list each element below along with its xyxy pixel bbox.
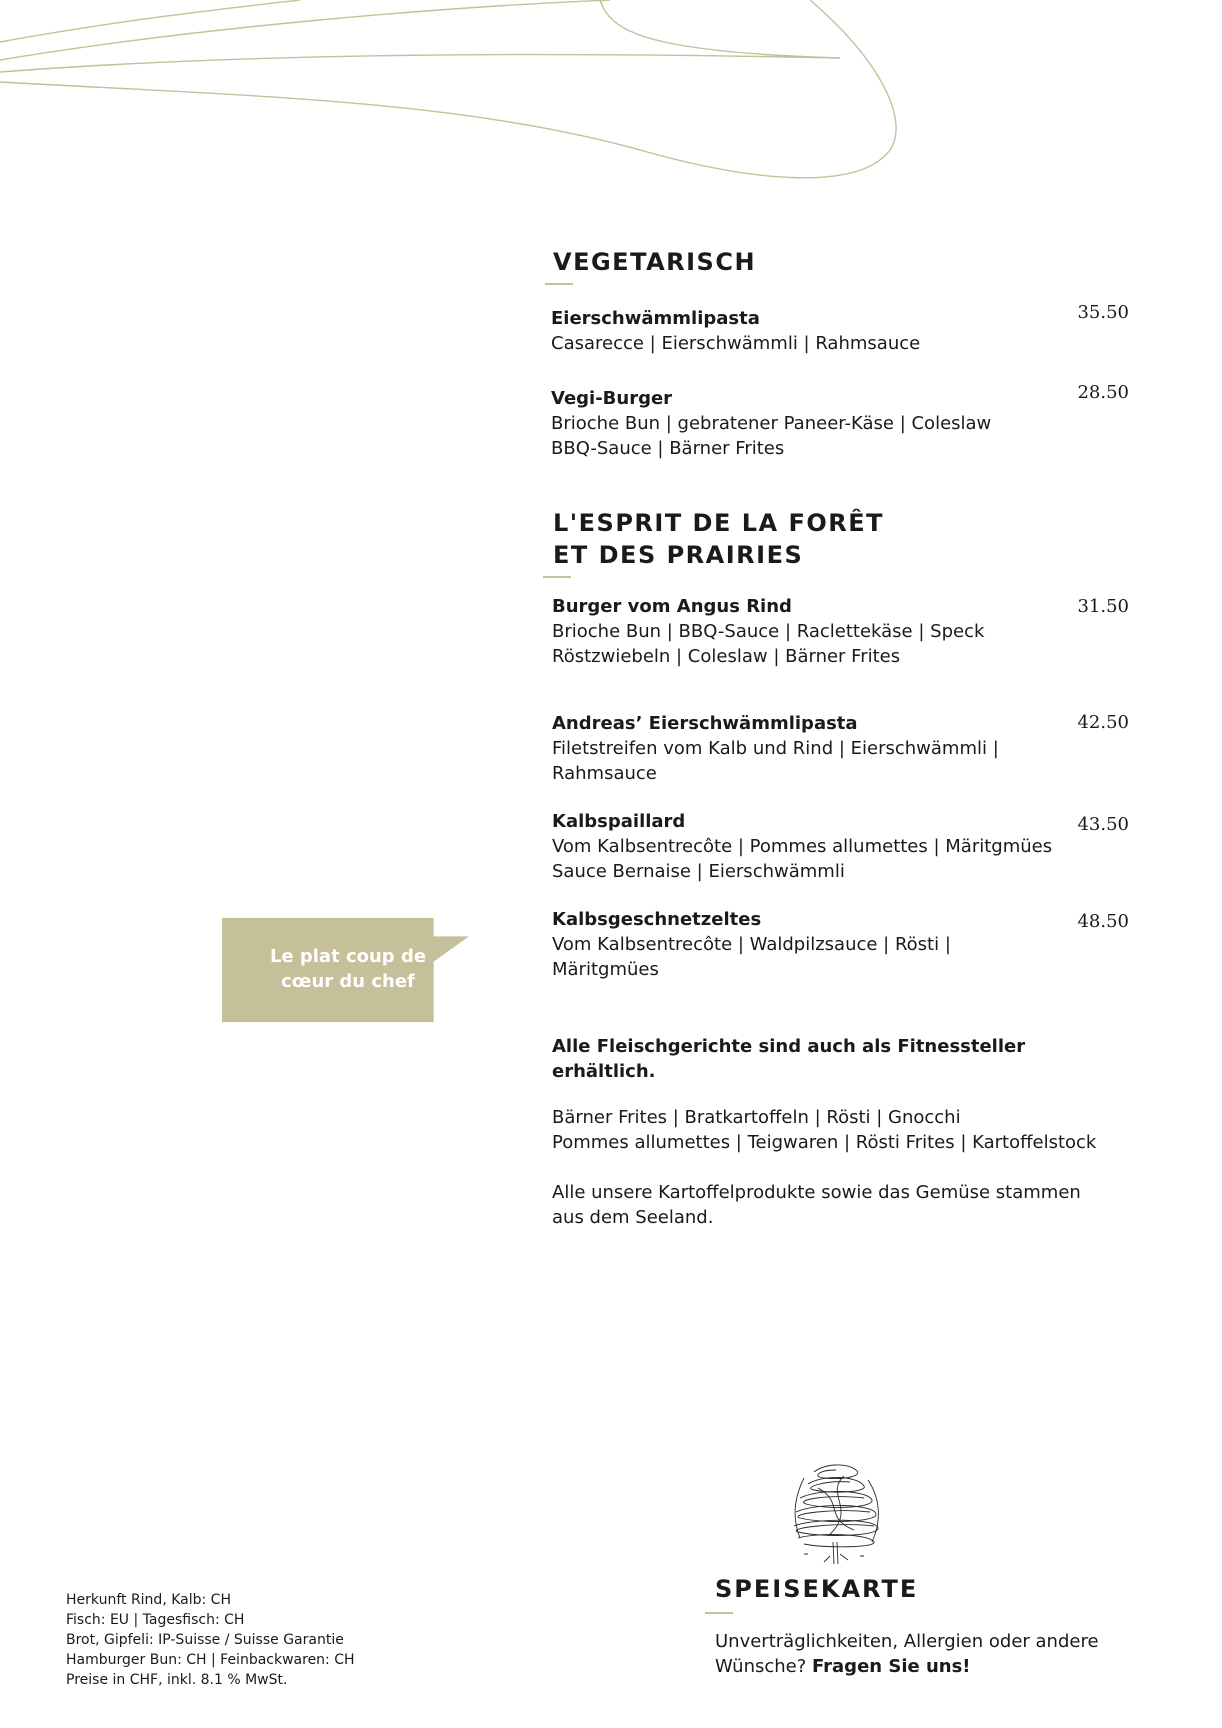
- allergy-message-line: Unverträglichkeiten, Allergien oder andere: [715, 1631, 1099, 1652]
- dish-price: 31.50: [1077, 596, 1129, 617]
- dish-description: Röstzwiebeln | Coleslaw | Bärner Frites: [552, 646, 901, 667]
- origin-note-line: aus dem Seeland.: [552, 1207, 714, 1228]
- origin-info-line: Brot, Gipfeli: IP-Suisse / Suisse Garantie: [66, 1632, 344, 1648]
- allergy-message-line: [715, 1654, 1099, 1679]
- menu-item-kalbspaillard: [552, 809, 1052, 884]
- dish-name: Andreas’ Eierschwämmlipasta: [552, 713, 858, 734]
- origin-info: [66, 1590, 355, 1690]
- dish-name: Kalbsgeschnetzeltes: [552, 909, 762, 930]
- allergy-message: [715, 1629, 1099, 1679]
- dish-name: Burger vom Angus Rind: [552, 596, 792, 617]
- menu-item-burger-angus: [552, 594, 984, 669]
- section-title-line: L'ESPRIT DE LA FORÊT: [553, 509, 884, 537]
- menu-item-kalbsgeschnetzeltes: [552, 907, 951, 982]
- dish-description: Filetstreifen vom Kalb und Rind | Eierschwämmli |: [552, 738, 999, 759]
- tree-scribble-icon: [784, 1458, 888, 1568]
- callout-line: Le plat coup de: [269, 946, 427, 967]
- fitness-note-line: Alle Fleischgerichte sind auch als Fitnessteller: [552, 1036, 1026, 1057]
- dish-description: Vom Kalbsentrecôte | Pommes allumettes | Märitgmües: [552, 836, 1053, 857]
- dish-price: 28.50: [1077, 382, 1129, 403]
- dish-description: Brioche Bun | gebratener Paneer-Käse | Coleslaw: [551, 413, 992, 434]
- callout-text: [222, 944, 474, 994]
- origin-note-line: Alle unsere Kartoffelprodukte sowie das Gemüse stammen: [552, 1182, 1081, 1203]
- chef-favorite-callout: [222, 908, 474, 1032]
- origin-note: [552, 1180, 1081, 1230]
- dish-description: Casarecce | Eierschwämmli | Rahmsauce: [551, 333, 921, 354]
- fitness-note: [552, 1034, 1025, 1084]
- dish-description: Sauce Bernaise | Eierschwämmli: [552, 861, 845, 882]
- callout-line: cœur du chef: [281, 971, 415, 992]
- menu-item-eierschwaemmlipasta: [551, 306, 920, 356]
- origin-info-line: Preise in CHF, inkl. 8.1 % MwSt.: [66, 1672, 288, 1688]
- dish-price: 35.50: [1077, 302, 1129, 323]
- dish-name: Vegi-Burger: [551, 388, 673, 409]
- fitness-note-line: erhältlich.: [552, 1061, 656, 1082]
- dish-price: 48.50: [1077, 911, 1129, 932]
- section-rule: [545, 283, 573, 285]
- dish-description: Brioche Bun | BBQ-Sauce | Raclettekäse | Speck: [552, 621, 985, 642]
- menu-item-andreas-eierschwaemmlipasta: [552, 711, 999, 786]
- sides-line: Bärner Frites | Bratkartoffeln | Rösti | Gnocchi: [552, 1107, 961, 1128]
- dish-description: BBQ-Sauce | Bärner Frites: [551, 438, 785, 459]
- origin-info-line: Hamburger Bun: CH | Feinbackwaren: CH: [66, 1652, 355, 1668]
- section-rule: [705, 1612, 733, 1614]
- section-title-line: ET DES PRAIRIES: [553, 541, 804, 569]
- dish-name: Kalbspaillard: [552, 811, 686, 832]
- menu-item-vegi-burger: [551, 386, 991, 461]
- dish-description: Märitgmües: [552, 959, 659, 980]
- sides-line: Pommes allumettes | Teigwaren | Rösti Frites | Kartoffelstock: [552, 1132, 1097, 1153]
- allergy-message-prefix: Wünsche?: [715, 1656, 813, 1677]
- section-title-line: VEGETARISCH: [553, 248, 757, 276]
- dish-description: Rahmsauce: [552, 763, 657, 784]
- origin-info-line: Herkunft Rind, Kalb: CH: [66, 1592, 231, 1608]
- decorative-swoosh-lines: [0, 0, 1222, 200]
- section-rule: [543, 576, 571, 578]
- dish-description: Vom Kalbsentrecôte | Waldpilzsauce | Rösti |: [552, 934, 951, 955]
- allergy-message-cta: Fragen Sie uns!: [812, 1656, 971, 1677]
- footer-title: SPEISEKARTE: [715, 1575, 919, 1603]
- sides-list: [552, 1105, 1096, 1155]
- dish-name: Eierschwämmlipasta: [551, 308, 760, 329]
- dish-price: 43.50: [1077, 814, 1129, 835]
- section-vegetarisch-title: [553, 246, 756, 278]
- dish-price: 42.50: [1077, 712, 1129, 733]
- section-esprit-title: [553, 507, 884, 571]
- origin-info-line: Fisch: EU | Tagesfisch: CH: [66, 1612, 245, 1628]
